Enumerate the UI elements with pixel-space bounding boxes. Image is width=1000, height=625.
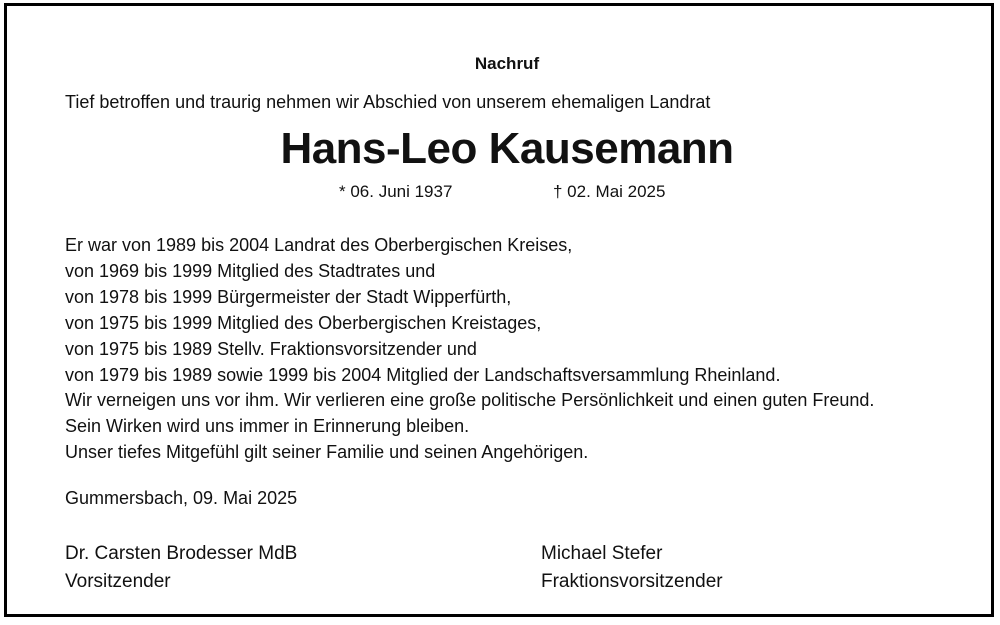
career-list (65, 232, 780, 388)
signatory-name: Michael Stefer (541, 543, 663, 564)
obituary-frame (4, 3, 994, 617)
career-line: von 1975 bis 1999 Mitglied des Oberbergischen Kreistages, (65, 313, 542, 333)
career-line: Er war von 1989 bis 2004 Landrat des Oberbergischen Kreises, (65, 235, 573, 255)
closing-line: Unser tiefes Mitgefühl gilt seiner Familie und seinen Angehörigen. (65, 442, 589, 462)
death-date: † 02. Mai 2025 (553, 182, 666, 201)
signatory-name: Dr. Carsten Brodesser MdB (65, 543, 298, 564)
career-line: von 1978 bis 1999 Bürgermeister der Stadt Wipperfürth, (65, 287, 512, 307)
obituary-heading: Nachruf (474, 54, 540, 73)
closing-line: Sein Wirken wird uns immer in Erinnerung bleiben. (65, 416, 470, 436)
deceased-name: Hans-Leo Kausemann (280, 124, 734, 173)
signatory-role: Fraktionsvorsitzender (541, 571, 723, 592)
birth-date: * 06. Juni 1937 (339, 182, 453, 201)
signatory-left (65, 540, 297, 596)
career-line: von 1979 bis 1989 sowie 1999 bis 2004 Mitglied der Landschaftsversammlung Rheinland. (65, 365, 781, 385)
career-line: von 1975 bis 1989 Stellv. Fraktionsvorsitzender und (65, 339, 477, 359)
intro-text: Tief betroffen und traurig nehmen wir Abschied von unserem ehemaligen Landrat (65, 92, 711, 112)
closing-line: Wir verneigen uns vor ihm. Wir verlieren eine große politische Persönlichkeit und einen guten Freund. (65, 390, 875, 410)
place-and-date: Gummersbach, 09. Mai 2025 (65, 488, 298, 508)
signatory-right (541, 540, 723, 596)
closing-text (65, 387, 874, 465)
signatory-role: Vorsitzender (65, 571, 171, 592)
career-line: von 1969 bis 1999 Mitglied des Stadtrates und (65, 261, 436, 281)
